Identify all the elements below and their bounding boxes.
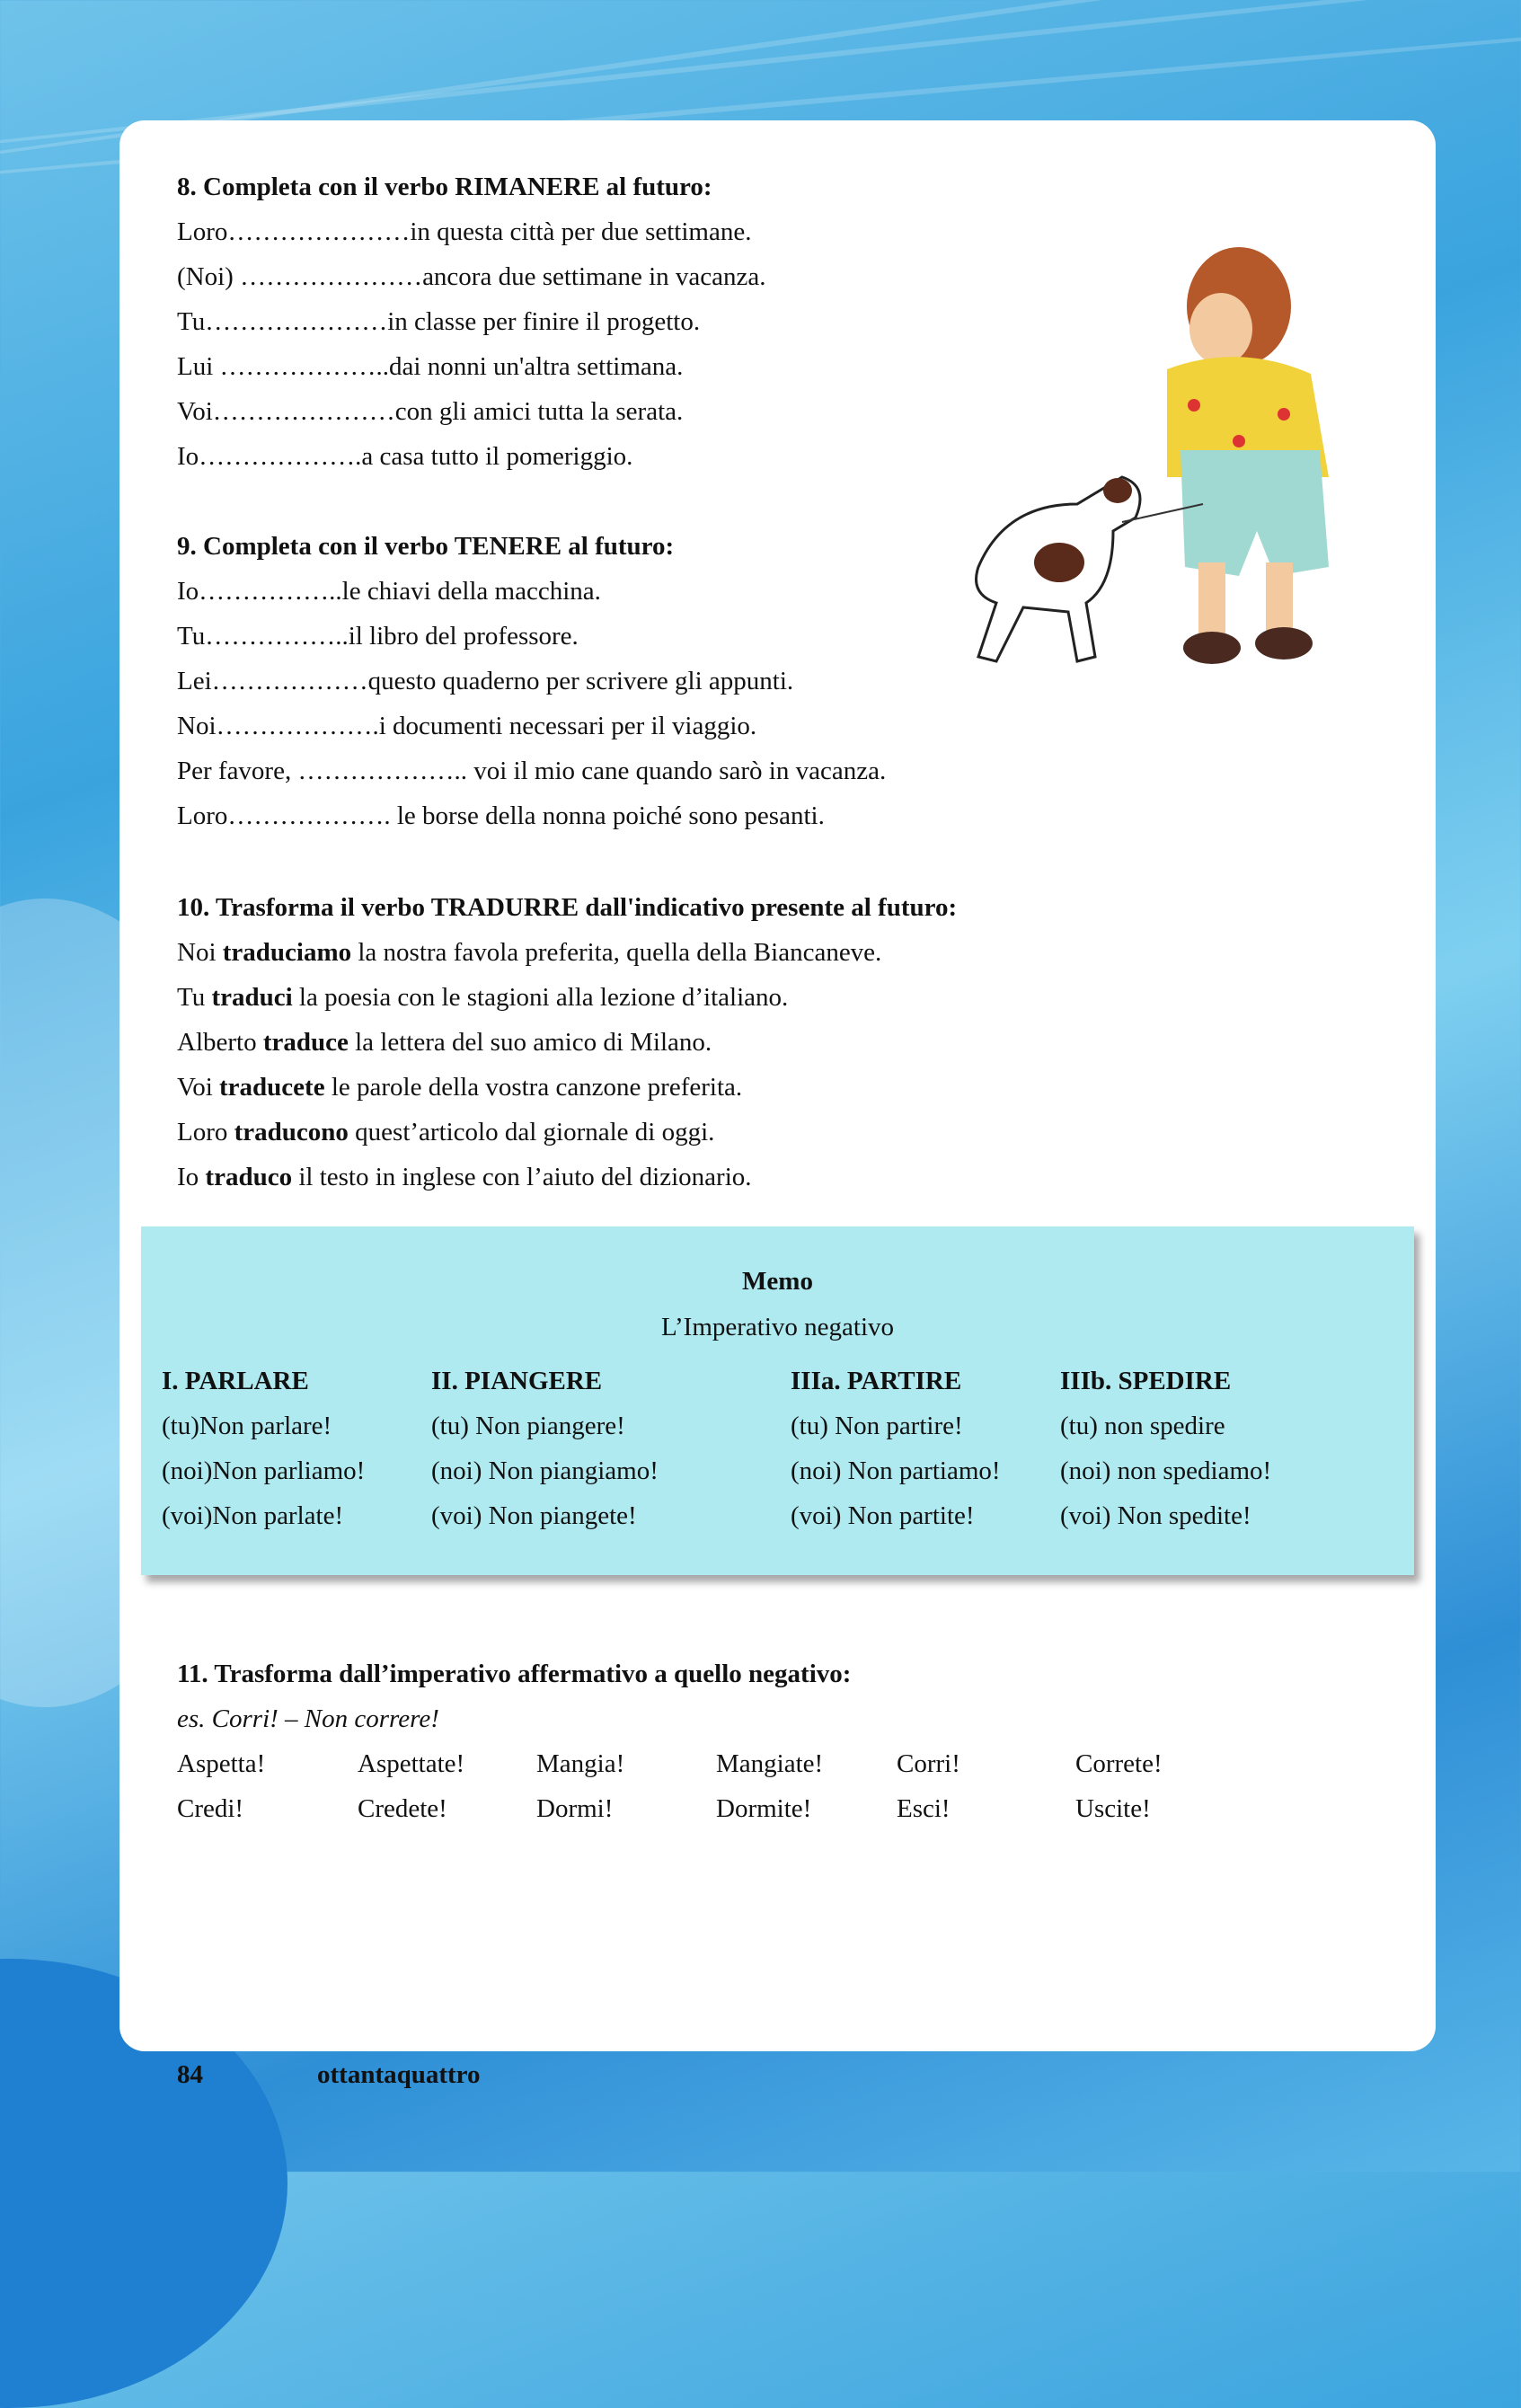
exercise-line: (Noi) …………………ancora due settimane in vacanza.	[177, 262, 766, 291]
exercise-line: Alberto traduce la lettera del suo amico di Milano.	[177, 1028, 712, 1057]
memo-title: Memo	[742, 1267, 813, 1296]
exercise-title: 8. Completa con il verbo RIMANERE al futuro:	[177, 173, 712, 201]
exercise-line: Per favore, ……………….. voi il mio cane quando sarò in vacanza.	[177, 757, 887, 785]
memo-box	[141, 1226, 1414, 1575]
exercise-8	[177, 164, 766, 479]
memo-column: I. PARLARE (tu)Non parlare! (noi)Non parliamo! (voi)Non parlate!	[162, 1367, 366, 1530]
boy-and-dog-illustration	[942, 208, 1419, 678]
page-number-word: ottantaquattro	[317, 2060, 481, 2089]
exercise-line: Voi…………………con gli amici tutta la serata.	[177, 397, 684, 426]
exercise-title: 10. Trasforma il verbo TRADURRE dall'indicativo presente al futuro:	[177, 893, 958, 922]
exercise-line: Lei………………questo quaderno per scrivere gli appunti.	[177, 667, 794, 695]
exercise-line: Voi traducete le parole della vostra canzone preferita.	[177, 1073, 743, 1102]
exercise-line: Io……………….a casa tutto il pomeriggio.	[177, 442, 633, 471]
memo-column: IIIa. PARTIRE (tu) Non partire! (noi) Non partiamo! (voi) Non partite!	[791, 1367, 1001, 1530]
exercise-9	[177, 524, 886, 838]
exercise-line: Loro…………………in questa città per due settimane.	[177, 217, 752, 246]
exercise-11	[177, 1651, 851, 1741]
memo-column: IIIb. SPEDIRE (tu) non spedire (noi) non spediamo! (voi) Non spedite!	[1060, 1367, 1272, 1530]
exercise-line: Tu…………………in classe per finire il progetto.	[177, 307, 701, 336]
exercise-line: Noi traduciamo la nostra favola preferita, quella della Biancaneve.	[177, 938, 882, 967]
exercise-line: Loro traducono quest’articolo dal giornale di oggi.	[177, 1118, 715, 1146]
exercise-line: Noi……………….i documenti necessari per il viaggio.	[177, 712, 757, 740]
exercise-line: Tu……………..il libro del professore.	[177, 622, 579, 651]
exercise-line: Tu traduci la poesia con le stagioni alla lezione d’italiano.	[177, 983, 789, 1012]
page-number: 84	[177, 2060, 203, 2089]
exercise-line: Io……………..le chiavi della macchina.	[177, 577, 601, 606]
exercise-line: Lui ………………..dai nonni un'altra settimana.	[177, 352, 684, 381]
exercise-line: Loro………………. le borse della nonna poiché sono pesanti.	[177, 801, 825, 830]
memo-column: II. PIANGERE (tu) Non piangere! (noi) Non piangiamo! (voi) Non piangete!	[431, 1367, 659, 1530]
example-line: es. Corri! – Non correre!	[177, 1704, 439, 1733]
exercise-line: Io traduco il testo in inglese con l’aiuto del dizionario.	[177, 1163, 752, 1191]
exercise-10	[177, 885, 957, 1200]
exercise-title: 11. Trasforma dall’imperativo affermativo a quello negativo:	[177, 1660, 852, 1688]
memo-subtitle: L’Imperativo negativo	[660, 1313, 895, 1341]
exercise-title: 9. Completa con il verbo TENERE al futuro:	[177, 532, 675, 561]
